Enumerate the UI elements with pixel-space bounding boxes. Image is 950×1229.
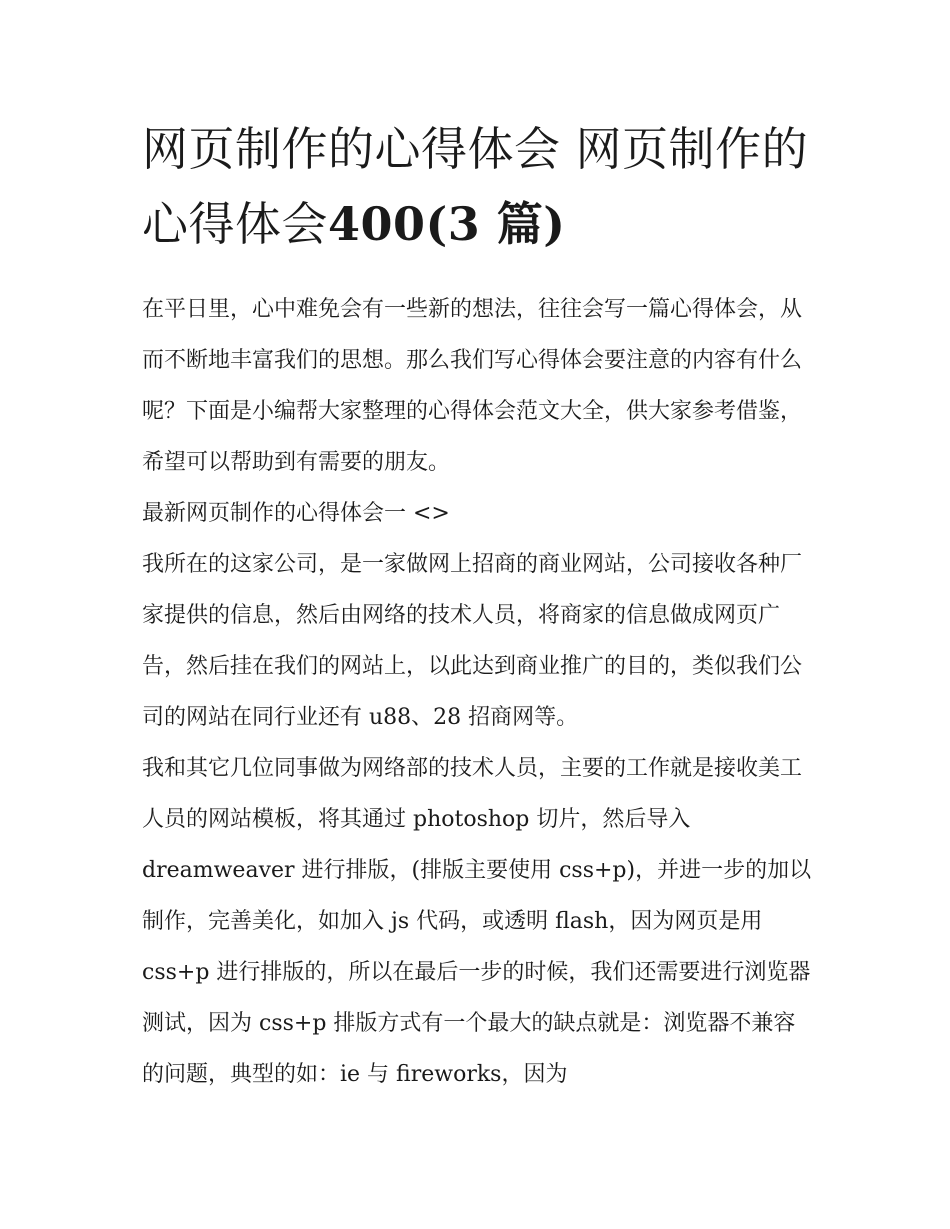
document-body: [142, 284, 812, 1100]
body-paragraph: 我和其它几位同事做为网络部的技术人员，主要的工作就是接收美工人员的网站模板，将其通过 photoshop 切片，然后导入 dreamweaver 进行排版，(排版主要使用 css+p)，并进一步的加以制作，完善美化，如加入 js 代码，或透明 flash，因为网页是用 css+p 进行排版的，所以在最后一步的时候，我们还需要进行浏览器测试，因为 css+p 排版方式有一个最大的缺点就是：浏览器不兼容的问题，典型的如：ie 与 fireworks，因为: [142, 756, 812, 1087]
title-count: 400(3 篇): [328, 197, 566, 251]
section-heading: 最新网页制作的心得体会一 <>: [142, 501, 450, 526]
document-title: [142, 112, 812, 262]
document-page: [142, 112, 812, 1100]
intro-paragraph: 在平日里，心中难免会有一些新的想法，往往会写一篇心得体会，从而不断地丰富我们的思想。那么我们写心得体会要注意的内容有什么呢？下面是小编帮大家整理的心得体会范文大全，供大家参考借鉴，希望可以帮助到有需要的朋友。: [142, 297, 803, 475]
title-text: 网页制作的心得体会 网页制作的心得体会: [142, 122, 809, 251]
body-paragraph: 我所在的这家公司，是一家做网上招商的商业网站，公司接收各种厂家提供的信息，然后由网络的技术人员，将商家的信息做成网页广告，然后挂在我们的网站上，以此达到商业推广的目的，类似我们公司的网站在同行业还有 u88、28 招商网等。: [142, 552, 803, 730]
